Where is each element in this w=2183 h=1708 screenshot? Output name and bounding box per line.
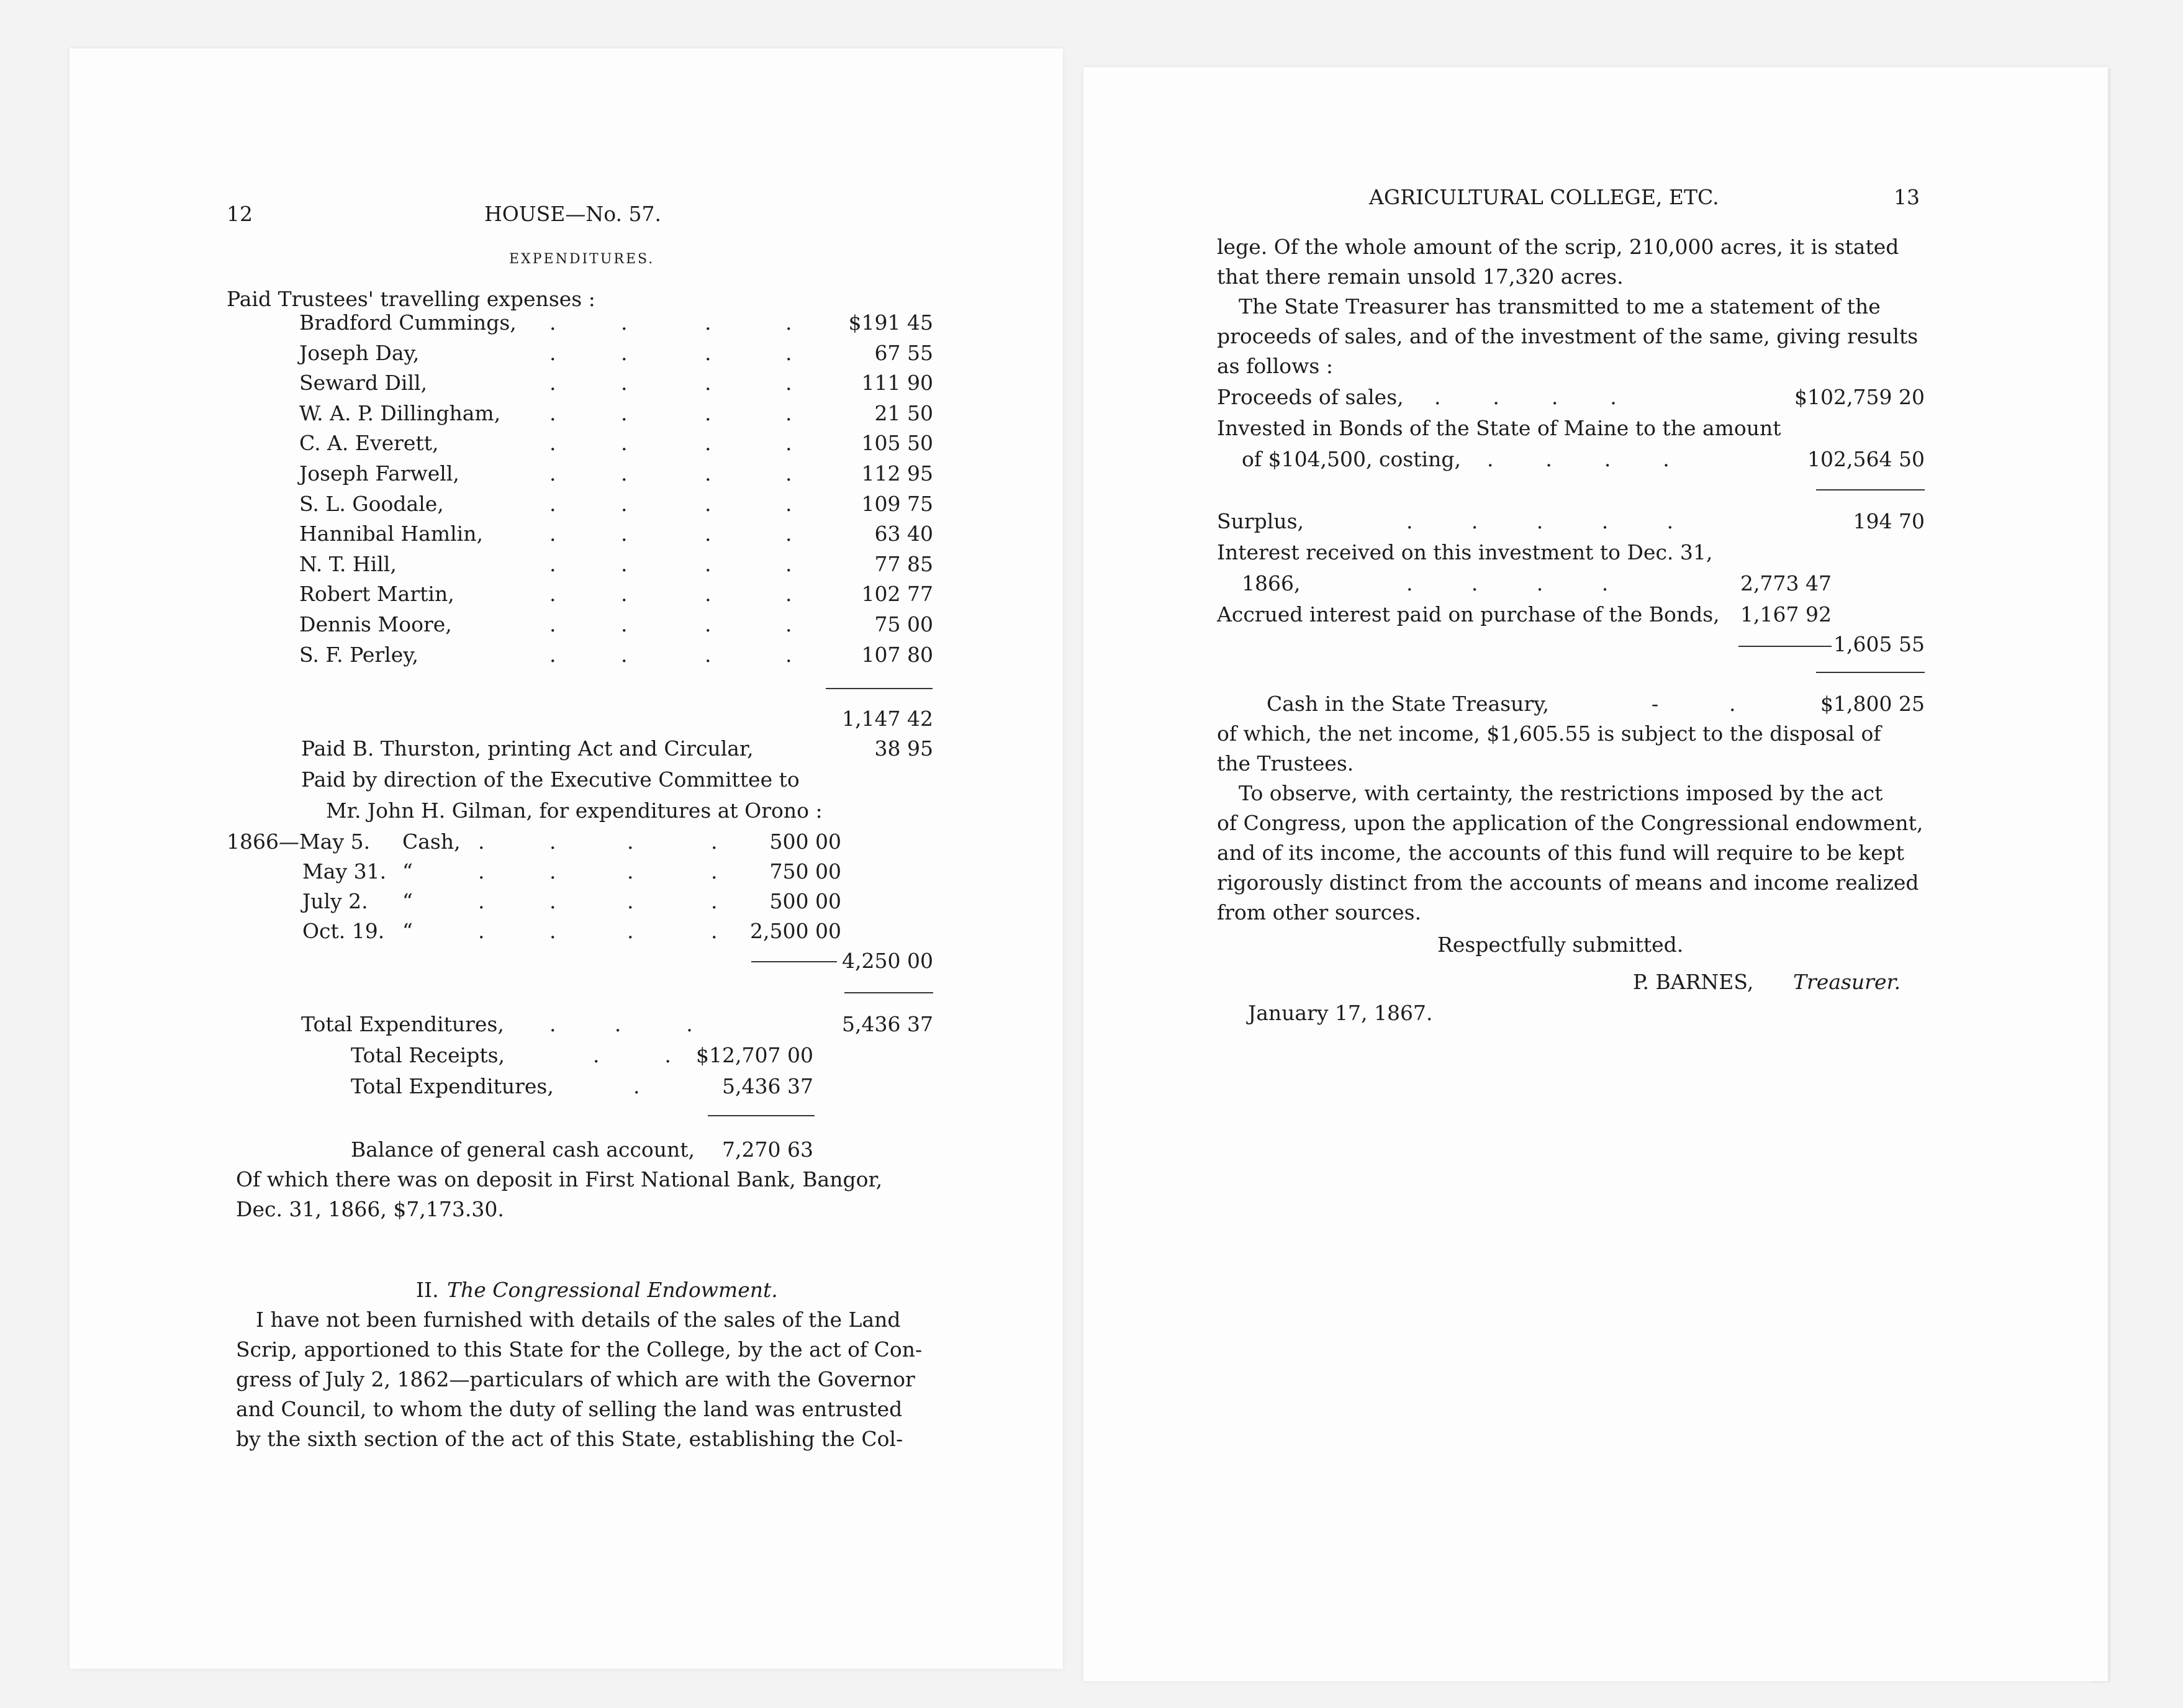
dot-leader: . <box>633 1074 640 1098</box>
trustee-name: Robert Martin, <box>299 582 454 606</box>
dot-leader: . <box>621 552 628 576</box>
para-2-line: proceeds of sales, and of the investment of the same, giving results <box>1217 324 1919 348</box>
signature: P. BARNES, <box>1633 970 1754 994</box>
signature-title: Treasurer. <box>1793 970 1901 994</box>
para-2-line: as follows : <box>1217 354 1333 378</box>
dot-leader: . <box>478 829 485 854</box>
para-4-line: To observe, with certainty, the restrictions imposed by the act <box>1239 781 1883 805</box>
dot-leader: . . . . . <box>1406 509 1674 533</box>
invested-line-2: of $104,500, costing, <box>1242 447 1461 471</box>
dot-leader: . <box>785 341 792 365</box>
trustee-amount: 21 50 <box>874 401 933 425</box>
dot-leader: . <box>549 371 556 395</box>
dot-leader: . <box>785 492 792 516</box>
dot-leader: . <box>785 371 792 395</box>
dot-leader: . <box>549 643 556 667</box>
dot-leader: . <box>705 401 712 425</box>
dot-leader: . <box>705 341 712 365</box>
endowment-para-line: and Council, to whom the duty of selling the land was entrusted <box>236 1397 903 1421</box>
trustee-amount: 111 90 <box>861 371 933 395</box>
para-1-line: lege. Of the whole amount of the scrip, 210,000 acres, it is stated <box>1217 235 1899 259</box>
dot-leader: . <box>705 522 712 546</box>
payment-desc: “ <box>402 889 413 913</box>
dot-leader: . . . <box>549 1012 693 1036</box>
dot-leader: . <box>705 492 712 516</box>
para-1-line: that there remain unsold 17,320 acres. <box>1217 264 1624 289</box>
section-2-title: The Congressional Endowment. <box>447 1278 778 1302</box>
dot-leader: . <box>549 889 556 913</box>
dot-leader: . <box>1729 692 1736 716</box>
dot-leader: . <box>621 310 628 335</box>
trustee-amount: 107 80 <box>861 643 933 667</box>
expenditures-heading: EXPENDITURES. <box>509 251 655 267</box>
endowment-para-line: gress of July 2, 1862—particulars of which are with the Governor <box>236 1367 915 1391</box>
interest-amount: 2,773 47 <box>1740 571 1832 595</box>
dot-leader: . <box>627 919 634 943</box>
dot-leader: . . . . <box>1406 571 1609 595</box>
payments-total: 4,250 00 <box>842 949 933 973</box>
dot-leader: . <box>621 341 628 365</box>
dot-leader: . <box>705 552 712 576</box>
proceeds-amount: $102,759 20 <box>1794 385 1925 409</box>
balance-amount: 7,270 63 <box>722 1137 813 1162</box>
dot-leader: . <box>549 582 556 606</box>
cash-amount: $1,800 25 <box>1820 692 1925 716</box>
dot-leader: . <box>785 612 792 636</box>
trustee-name: Dennis Moore, <box>299 612 452 636</box>
trustee-amount: 102 77 <box>861 582 933 606</box>
left-running-head: HOUSE—No. 57. <box>484 202 661 226</box>
dot-leader: . <box>478 919 485 943</box>
dot-leader: . <box>705 643 712 667</box>
thurston-label: Paid B. Thurston, printing Act and Circular, <box>301 736 754 761</box>
payment-date: May 31. <box>302 859 387 883</box>
dot-leader: . <box>711 919 718 943</box>
dot-leader: . <box>705 371 712 395</box>
dot-leader: . <box>549 492 556 516</box>
dot-leader: . <box>627 859 634 883</box>
dot-leader: . <box>621 461 628 486</box>
cash-rule <box>1816 672 1925 673</box>
dot-leader: . <box>785 643 792 667</box>
interest-line-1: Interest received on this investment to Dec. 31, <box>1217 540 1713 564</box>
total-expenditures-2-label: Total Expenditures, <box>351 1074 554 1098</box>
letter-date: January 17, 1867. <box>1248 1001 1433 1025</box>
section-2-number: II. <box>416 1278 439 1302</box>
dot-leader: . <box>549 522 556 546</box>
para-4-line: of Congress, upon the application of the Congressional endowment, <box>1217 811 1923 835</box>
endowment-para-line: Scrip, apportioned to this State for the College, by the act of Con- <box>236 1337 923 1362</box>
dot-leader: . <box>549 829 556 854</box>
trustee-name: Joseph Day, <box>299 341 420 365</box>
trustee-amount: 67 55 <box>874 341 933 365</box>
dot-leader: . <box>627 829 634 854</box>
payment-amount: 500 00 <box>769 829 841 854</box>
proceeds-label: Proceeds of sales, <box>1217 385 1404 409</box>
dot-leader: . <box>785 582 792 606</box>
para-3-line: of which, the net income, $1,605.55 is subject to the disposal of <box>1217 721 1881 746</box>
dot-leader: . <box>478 889 485 913</box>
trustee-name: S. F. Perley, <box>299 643 419 667</box>
dot-leader: . <box>549 310 556 335</box>
total-receipts-label: Total Receipts, <box>351 1043 505 1067</box>
dot-leader: . <box>711 859 718 883</box>
dot-leader: . <box>549 431 556 455</box>
para-4-line: from other sources. <box>1217 900 1422 924</box>
endowment-para-line: I have not been furnished with details of the sales of the Land <box>256 1308 901 1332</box>
dot-leader: . <box>621 612 628 636</box>
trustees-total: 1,147 42 <box>842 707 933 731</box>
dot-leader: . <box>711 889 718 913</box>
dot-leader: . <box>621 371 628 395</box>
total-expenditures-amount: 5,436 37 <box>842 1012 933 1036</box>
dot-leader: . <box>549 341 556 365</box>
dot-leader: . . <box>593 1043 671 1067</box>
dot-leader: . <box>785 310 792 335</box>
invested-amount: 102,564 50 <box>1807 447 1925 471</box>
balance-rule <box>708 1115 815 1116</box>
dot-leader: . <box>705 431 712 455</box>
cash-dash: - <box>1652 692 1659 716</box>
net-amount: 1,605 55 <box>1833 632 1925 656</box>
dot-leader: . . . . <box>1434 385 1617 409</box>
dot-leader: . <box>549 612 556 636</box>
dot-leader: . <box>785 461 792 486</box>
trustee-amount: 105 50 <box>861 431 933 455</box>
cash-label: Cash in the State Treasury, <box>1267 692 1549 716</box>
trustee-amount: 109 75 <box>861 492 933 516</box>
payment-date: July 2. <box>302 889 368 913</box>
dot-leader: . <box>549 859 556 883</box>
dot-leader: . <box>627 889 634 913</box>
subtotal-rule <box>826 688 933 689</box>
payment-date: Oct. 19. <box>302 919 385 943</box>
dot-leader: . <box>705 612 712 636</box>
dot-leader: . <box>711 829 718 854</box>
dot-leader: . <box>705 310 712 335</box>
payment-date: 1866—May 5. <box>227 829 371 854</box>
para-4-line: and of its income, the accounts of this fund will require to be kept <box>1217 841 1905 865</box>
dot-leader: . <box>705 461 712 486</box>
trustee-name: C. A. Everett, <box>299 431 439 455</box>
dot-leader: . <box>785 431 792 455</box>
para-4-line: rigorously distinct from the accounts of means and income realized <box>1217 870 1919 895</box>
dot-leader: . . . . <box>1487 447 1670 471</box>
right-page-number: 13 <box>1894 185 1920 209</box>
surplus-label: Surplus, <box>1217 509 1304 533</box>
dot-leader: . <box>621 643 628 667</box>
trustee-amount: 63 40 <box>874 522 933 546</box>
dot-leader: . <box>785 522 792 546</box>
dot-leader: . <box>621 492 628 516</box>
trustee-name: S. L. Goodale, <box>299 492 444 516</box>
trustee-name: Bradford Cummings, <box>299 310 517 335</box>
payment-amount: 2,500 00 <box>750 919 841 943</box>
dot-leader: . <box>621 522 628 546</box>
accrued-amount: 1,167 92 <box>1740 602 1832 626</box>
para-2-line: The State Treasurer has transmitted to me a statement of the <box>1239 294 1881 319</box>
dot-leader: . <box>549 919 556 943</box>
deposit-line-1: Of which there was on deposit in First National Bank, Bangor, <box>236 1167 883 1191</box>
dot-leader: . <box>478 859 485 883</box>
dot-leader: . <box>549 401 556 425</box>
dot-leader: . <box>785 552 792 576</box>
trustees-intro: Paid Trustees' travelling expenses : <box>227 287 595 311</box>
committee-line-2: Mr. John H. Gilman, for expenditures at Orono : <box>326 798 823 823</box>
trustee-name: Joseph Farwell, <box>299 461 459 486</box>
thurston-amount: 38 95 <box>874 736 933 761</box>
deposit-line-2: Dec. 31, 1866, $7,173.30. <box>236 1197 504 1221</box>
left-page-number: 12 <box>227 202 253 226</box>
surplus-rule <box>1816 489 1925 490</box>
committee-line-1: Paid by direction of the Executive Committee to <box>301 767 800 792</box>
trustee-name: N. T. Hill, <box>299 552 397 576</box>
total-receipts-amount: $12,707 00 <box>696 1043 813 1067</box>
dot-leader: . <box>705 582 712 606</box>
balance-label: Balance of general cash account, <box>351 1137 695 1162</box>
accrued-label: Accrued interest paid on purchase of the Bonds, <box>1217 602 1720 626</box>
total-expenditures-label: Total Expenditures, <box>301 1012 504 1036</box>
dot-leader: . <box>621 401 628 425</box>
dot-leader: . <box>549 552 556 576</box>
trustee-name: Seward Dill, <box>299 371 428 395</box>
para-3-line: the Trustees. <box>1217 751 1354 775</box>
trustee-amount: 75 00 <box>874 612 933 636</box>
right-running-head: AGRICULTURAL COLLEGE, ETC. <box>1369 185 1719 209</box>
dot-leader: . <box>621 431 628 455</box>
dot-leader: . <box>549 461 556 486</box>
invested-line-1: Invested in Bonds of the State of Maine to the amount <box>1217 416 1781 440</box>
payment-amount: 750 00 <box>769 859 841 883</box>
payment-desc: “ <box>402 859 413 883</box>
endowment-para-line: by the sixth section of the act of this State, establishing the Col- <box>236 1427 903 1451</box>
payment-desc: Cash, <box>402 829 461 854</box>
trustee-name: W. A. P. Dillingham, <box>299 401 501 425</box>
total-expenditures-2-amount: 5,436 37 <box>722 1074 813 1098</box>
trustee-amount: $191 45 <box>848 310 933 335</box>
interest-line-2: 1866, <box>1242 571 1301 595</box>
dot-leader: . <box>621 582 628 606</box>
surplus-amount: 194 70 <box>1853 509 1925 533</box>
payment-desc: “ <box>402 919 413 943</box>
dot-leader: . <box>785 401 792 425</box>
trustee-amount: 77 85 <box>874 552 933 576</box>
payment-amount: 500 00 <box>769 889 841 913</box>
total-rule <box>844 992 933 993</box>
trustee-name: Hannibal Hamlin, <box>299 522 483 546</box>
closing: Respectfully submitted. <box>1437 933 1684 957</box>
trustee-amount: 112 95 <box>861 461 933 486</box>
